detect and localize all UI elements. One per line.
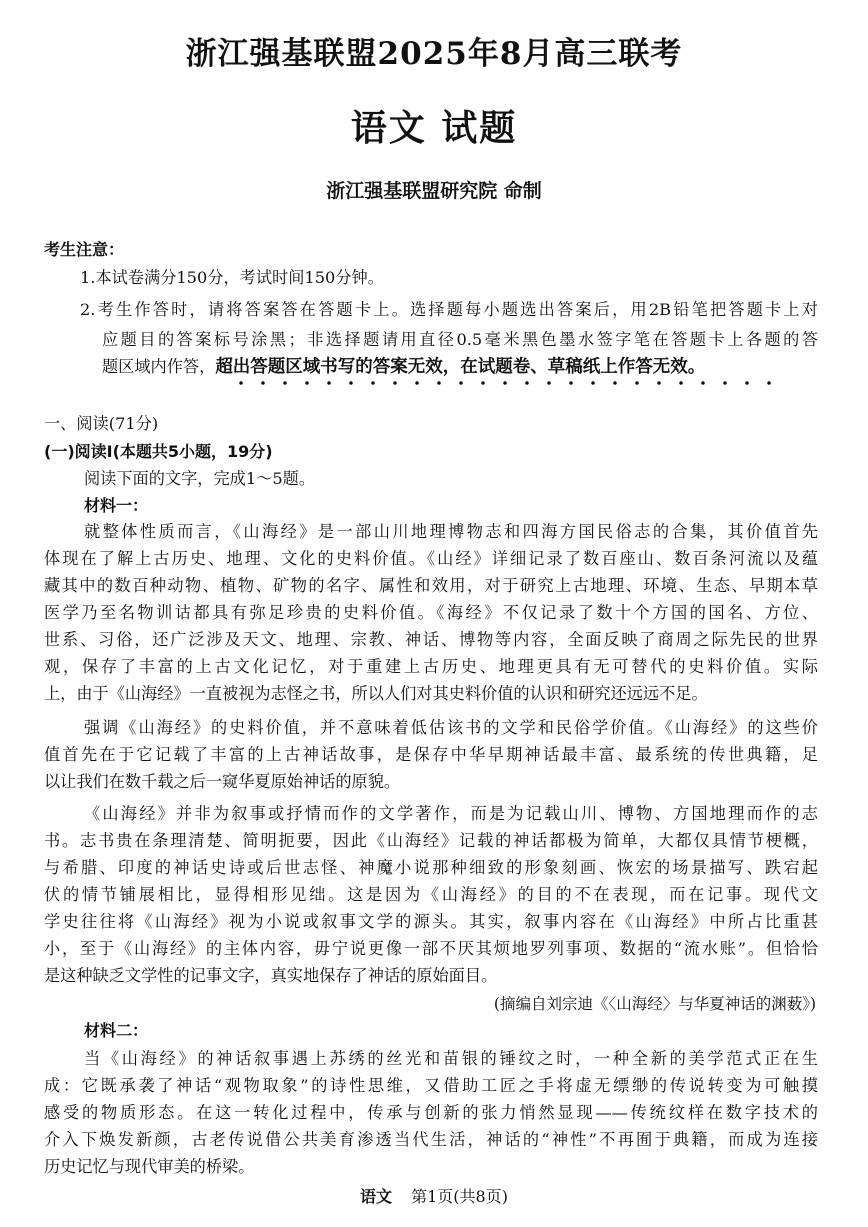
material-1-line: 藏其中的数百种动物、植物、矿物的名字、属性和效用，对于研究上古地理、环境、生态、早期本草 bbox=[44, 576, 818, 595]
material-1-line: 与希腊、印度的神话史诗或后世志怪、神魔小说那种细致的形象刻画、恢宏的场景描写、跌宕起 bbox=[44, 858, 818, 877]
material-1-line: 上，由于《山海经》一直被视为志怪之书，所以人们对其史料价值的认识和研究还远远不足。 bbox=[44, 684, 708, 703]
section-part-1: 一、阅读(71分) bbox=[44, 414, 159, 433]
section-instruction: 阅读下面的文字，完成1～5题。 bbox=[84, 469, 316, 488]
material-1-line: 小，至于《山海经》的主体内容，毋宁说更像一部不厌其烦地罗列事项、数据的“流水账”。但恰恰 bbox=[44, 939, 818, 958]
material-1-line: 是这种缺乏文学性的记事文字，真实地保存了神话的原始面目。 bbox=[44, 966, 498, 985]
subject-title: 语文 试题 bbox=[350, 107, 518, 149]
notice-item-1: 1.本试卷满分150分，考试时间150分钟。 bbox=[80, 268, 384, 287]
material-2-line: 当《山海经》的神话叙事遇上苏绣的丝光和苗银的锤纹之时，一种全新的美学范式正在生 bbox=[84, 1049, 818, 1068]
material-1-line: 体现在了解上古历史、地理、文化的史料价值。《山经》详细记录了数百座山、数百条河流以及蕴 bbox=[44, 549, 818, 568]
notice-heading: 考生注意： bbox=[44, 240, 125, 259]
material-2-line: 历史记忆与现代审美的桥梁。 bbox=[44, 1157, 255, 1176]
material-1-label: 材料一： bbox=[84, 496, 149, 515]
material-2-line: 感受的物质形态。在这一转化过程中，传承与创新的张力悄然显现——传统纹样在数字技术的 bbox=[44, 1103, 818, 1122]
material-1-line: 世系、习俗，还广泛涉及天文、地理、宗教、神话、博物等内容，全面反映了商周之际先民的世界 bbox=[44, 630, 818, 649]
exam-title: 浙江强基联盟2025年8月高三联考 bbox=[185, 36, 683, 72]
page-footer bbox=[0, 1184, 868, 1207]
section-sub-1: (一)阅读Ⅰ(本题共5小题，19分) bbox=[44, 442, 273, 461]
notice-emphasis: 超出答题区域书写的答案无效，在试题卷、草稿纸上作答无效。 bbox=[215, 357, 706, 377]
material-1-line: 学史往往将《山海经》视为小说或叙事文学的源头。其实，叙事内容在《山海经》中所占比重甚 bbox=[44, 912, 818, 931]
material-1-line: 伏的情节铺展相比，显得相形见绌。这是因为《山海经》的目的不在表现，而在记事。现代文 bbox=[44, 885, 818, 904]
notice-item-2-line-2: 应题目的答案标号涂黑；非选择题请用直径0.5毫米黑色墨水签字笔在答题卡上各题的答 bbox=[102, 330, 818, 349]
material-1-line: 书。志书贵在条理清楚、简明扼要，因此《山海经》记载的神话都极为简单，大都仅具情节梗概， bbox=[44, 831, 818, 850]
material-2-line: 介入下焕发新颜，古老传说借公共美育渗透当代生活，神话的“神性”不再囿于典籍，而成为连接 bbox=[44, 1130, 818, 1149]
footer-subject: 语文 bbox=[360, 1187, 393, 1206]
material-1-line: 强调《山海经》的史料价值，并不意味着低估该书的文学和民俗学价值。《山海经》的这些价 bbox=[84, 718, 818, 737]
notice-item-2-line-3-text: 题区域内作答， bbox=[102, 357, 216, 376]
material-2-line: 成：它既承袭了神话“观物取象”的诗性思维，又借助工匠之手将虚无缥缈的传说转变为可触摸 bbox=[44, 1076, 818, 1095]
material-1-line: 医学乃至名物训诂都具有弥足珍贵的史料价值。《海经》不仅记录了数十个方国的国名、方位、 bbox=[44, 603, 818, 622]
authority-line: 浙江强基联盟研究院 命制 bbox=[326, 180, 542, 202]
material-1-source: (摘编自刘宗迪《〈山海经〉与华夏神话的渊薮》) bbox=[493, 995, 816, 1013]
emphasis-dots bbox=[230, 380, 785, 386]
notice-item-2-line-3 bbox=[102, 357, 705, 377]
material-1-line: 以让我们在数千载之后一窥华夏原始神话的原貌。 bbox=[44, 772, 401, 791]
material-1-line: 值首先在于它记载了丰富的上古神话故事，是保存中华早期神话最丰富、最系统的传世典籍，足 bbox=[44, 745, 818, 764]
material-2-label: 材料二： bbox=[84, 1021, 149, 1040]
material-1-line: 《山海经》并非为叙事或抒情而作的文学著作，而是为记载山川、博物、方国地理而作的志 bbox=[84, 804, 818, 823]
material-1-line: 观，保存了丰富的上古文化记忆，对于重建上古历史、地理更具有无可替代的史料价值。实际 bbox=[44, 657, 818, 676]
notice-item-2-line-1: 2.考生作答时，请将答案答在答题卡上。选择题每小题选出答案后，用2B铅笔把答题卡上对 bbox=[80, 300, 818, 319]
material-1-line: 就整体性质而言，《山海经》是一部山川地理博物志和四海方国民俗志的合集，其价值首先 bbox=[84, 522, 818, 541]
footer-page-number: 第1页(共8页) bbox=[411, 1187, 508, 1206]
